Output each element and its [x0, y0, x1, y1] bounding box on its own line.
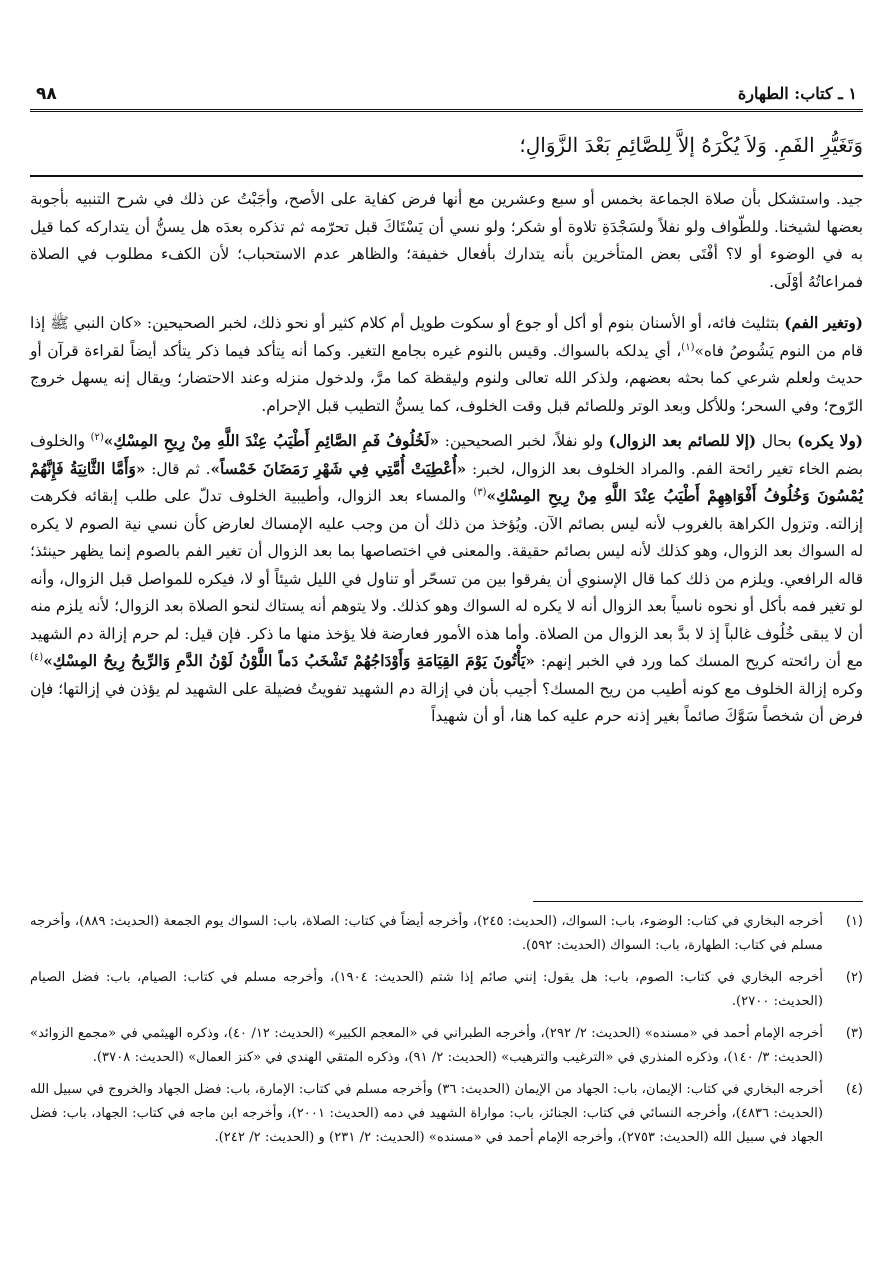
- matn-text: وَتَغَيُّرِ الفَمِ. وَلاَ يُكْرَهُ إلاَّ لِلصَّائِمِ بَعْدَ الزَّوَالِ؛: [519, 133, 863, 157]
- paragraph-3-lead-2: (إلا للصائم بعد الزوال): [608, 432, 757, 450]
- footnote-number: (٢): [845, 970, 863, 985]
- commentary-body: [30, 186, 863, 739]
- hadith-quote-4: «يَأْتُونَ يَوْمَ القِيَامَةِ وَأَوْدَاجُهُمْ تَشْخَبُ دَماً اللَّوْنُ لَوْنُ الدَّمِ وَالرِّيحُ رِيحُ المِسْكِ»: [43, 652, 535, 670]
- matn-divider: [30, 175, 863, 177]
- footnote-text: أخرجه الإمام أحمد في «مسنده» (الحديث: ٢/ ٢٩٢)، وأخرجه الطبراني في «المعجم الكبير» (الحديث: ١٢/ ٤٠)، وذكره الهيثمي في «مجمع الزوائد» (الحديث: ٣/ ١٤٠)، وذكره المنذري في «الترغيب والترهيب» (الحديث: ٢/ ٩١)، وذكره المتقي الهندي في «كنز العمال» (الحديث: ٣٧٠٨).: [30, 1026, 823, 1065]
- paragraph-3-text-b: ولو نفلاً، لخبر الصحيحين:: [439, 432, 609, 450]
- paragraph-3-lead: (ولا يكره): [797, 432, 864, 450]
- footnote: [30, 910, 863, 958]
- paragraph-3-text-a: بحال: [756, 432, 798, 450]
- footnote-number: (١): [845, 914, 863, 929]
- footnotes-divider: [533, 901, 863, 902]
- paragraph-2-text-b: ، أي يدلكه بالسواك. وقيس بالنوم غيره بجامع التغير. وكما أنه يتأكد فيما ذكر يتأكد أيضاً لقراءة قرآن أو حديث ولعلم شرعي كما بحثه بعضهم، ولذكر الله تعالى ولنوم وليقظة كما مرَّ، ولدخول منزله وعند الاحتضار؛ ويقال إنه يسهل خروج الرّوح؛ وفي السحر؛ وللأكل وبعد الوتر وللصائم قبل وقت الخلوف، كما يسنُّ التطيب قبل الإحرام.: [30, 341, 863, 415]
- paragraph-2-lead: (وتغير الفم): [784, 314, 863, 332]
- footnote-text: أخرجه البخاري في كتاب: الوضوء، باب: السواك، (الحديث: ٢٤٥)، وأخرجه أيضاً في كتاب: الصلاة، باب: السواك يوم الجمعة (الحديث: ٨٨٩)، وأخرجه مسلم في كتاب: الطهارة، باب: السواك (الحديث: ٥٩٢).: [30, 914, 823, 953]
- paragraph-2: [30, 310, 863, 420]
- footnote-ref-4[interactable]: (٤): [30, 651, 44, 663]
- footnote-ref-2[interactable]: (٢): [90, 431, 104, 443]
- hadith-quote-3: «وَأَمَّا الثَّانِيَةُ فَإِنَّهُمْ يُمْسُونَ وَخُلُوفُ أَفْوَاهِهِمْ أَطْيَبُ عِنْدَ اللَّهِ مِنْ رِيحِ المِسْكِ»: [30, 459, 863, 505]
- paragraph-3: [30, 428, 863, 731]
- footnote-ref-3[interactable]: (٣): [473, 486, 487, 498]
- page-header: [30, 78, 863, 112]
- footnote-number: (٤): [845, 1082, 863, 1097]
- hadith-quote-2: «أُعْطِيَتْ أُمَّتِي فِي شَهْرِ رَمَضَانَ خَمْساً»: [210, 459, 467, 478]
- paragraph-2-text-a: بتثليث فائه، أو الأسنان بنوم أو أكل أو جوع أو سكوت طويل أم كلام كثير أو نحو ذلك، لخبر الصحيحين: «كان النبي ﷺ إذا قام من النوم يَشُوصُ فاه»: [30, 314, 863, 360]
- footnote: [30, 1022, 863, 1070]
- footnote-number: (٣): [845, 1026, 863, 1041]
- book-title: ١ ـ كتاب: الطهارة: [737, 84, 857, 103]
- footnote-text: أخرجه البخاري في كتاب: الإيمان، باب: الجهاد من الإيمان (الحديث: ٣٦) وأخرجه مسلم في كتاب: الإمارة، باب: فضل الجهاد والخروج في سبيل الله (الحديث: ٤٨٣٦)، وأخرجه النسائي في كتاب: الجنائز، باب: مواراة الشهيد في دمه (الحديث: ٢٠٠١)، وأخرجه ابن ماجه في كتاب: الجهاد، باب: فضل الجهاد في سبيل الله (الحديث: ٢٧٥٣)، وأخرجه الإمام أحمد في «مسنده» (الحديث: ٢/ ٢٣١) و (الحديث: ٢/ ٢٤٢).: [30, 1082, 824, 1145]
- footnotes: [30, 910, 863, 1158]
- paragraph-3-text-c: والخلوف بضم الخاء تغير رائحة الفم. والمراد الخلوف بعد الزوال، لخبر:: [30, 432, 863, 478]
- page-number: ٩٨: [36, 83, 57, 104]
- footnote-text: أخرجه البخاري في كتاب: الصوم، باب: هل يقول: إنني صائم إذا شتم (الحديث: ١٩٠٤)، وأخرجه مسلم في كتاب: الصيام، باب: فضل الصيام (الحديث: ٢٧٠٠).: [30, 970, 823, 1009]
- hadith-quote-1: «لَخُلُوفُ فَمِ الصَّائِمِ أَطْيَبُ عِنْدَ اللَّهِ مِنْ رِيحِ المِسْكِ»: [103, 432, 440, 450]
- footnote: [30, 966, 863, 1014]
- paragraph-3-text-d: . ثم قال:: [145, 459, 211, 478]
- paragraph-1: جيد. واستشكل بأن صلاة الجماعة بخمس أو سبع وعشرين مع أنها فرض كفاية على الأصح، وأجَبْتُ عن ذلك في شرح التنبيه بأجوبة بعضها لشيخنا. وللطّواف ولو نفلاً ولسَجْدَةِ تلاوة أو شكر؛ ولو نسي أن يَسْتَاكَ قبل تحرّمه ثم تذكره بعدَه هل يسنُّ أن يتداركه كما قيل به في الوضوء أو لا؟ أفْتَى بعض المتأخرين بأنه يتدارك بأفعال خفيفة؛ والظاهر عدم الاستحباب؛ لأن الكفء مطلوب في الصلاة فمراعاتُهُ أوْلَى.: [30, 190, 863, 291]
- paragraph-3-text-f: وكره إزالة الخلوف مع كونه أطيب من ريح المسك؟ أجيب بأن في إزالة دم الشهيد تفويتُ فضيلة على الشهيد لم يؤذن في إزالتها؛ فإن فرض أن شخصاً سَوَّكَ صائماً بغير إذنه حرم عليه كما هنا، أو أن شهيداً: [30, 679, 863, 725]
- paragraph-3-text-e: والمساء بعد الزوال، وأطيبية الخلوف تدلّ على طلب إبقائه فكرهت إزالته. وتزول الكراهة بالغروب لأنه ليس بصائم الآن. ويُؤخذ من ذلك أن من وجب عليه الإمساك لعارض كأن نسي نية الصوم لا يكره له السواك بعد الزوال، وهو كذلك لأنه ليس بصائم حقيقة. والمعنى في اختصاصها بما بعد الزوال أن تغير الفم بالصوم إنما يظهر حينئذ؛ قاله الرافعي. ويلزم من ذلك كما قال الإسنوي أن يفرقوا بين من تسحّر أو تناول في الليل شيئاً أو لا، فيكره للمواصل قبل الزوال، وأنه لو تغير فمه بأكل أو نحوه ناسياً بعد الزوال أنه لا يكره له السواك وهو كذلك. ولا يتوهم أنه يستاك لنحو الصلاة بعد الزوال؛ لأنه يلزم منه أن لا يبقى خُلُوف غالباً إذ لا بدَّ بعد الزوال من الصلاة. وأما هذه الأمور فعارضة فلا يؤخذ منها ما ذكر. فإن قيل: لم حرم إزالة دم الشهيد مع أن رائحته كريح المسك كما ورد في الخبر إنهم:: [30, 487, 863, 670]
- footnote-ref-1[interactable]: (١): [681, 341, 695, 353]
- footnote: [30, 1078, 863, 1150]
